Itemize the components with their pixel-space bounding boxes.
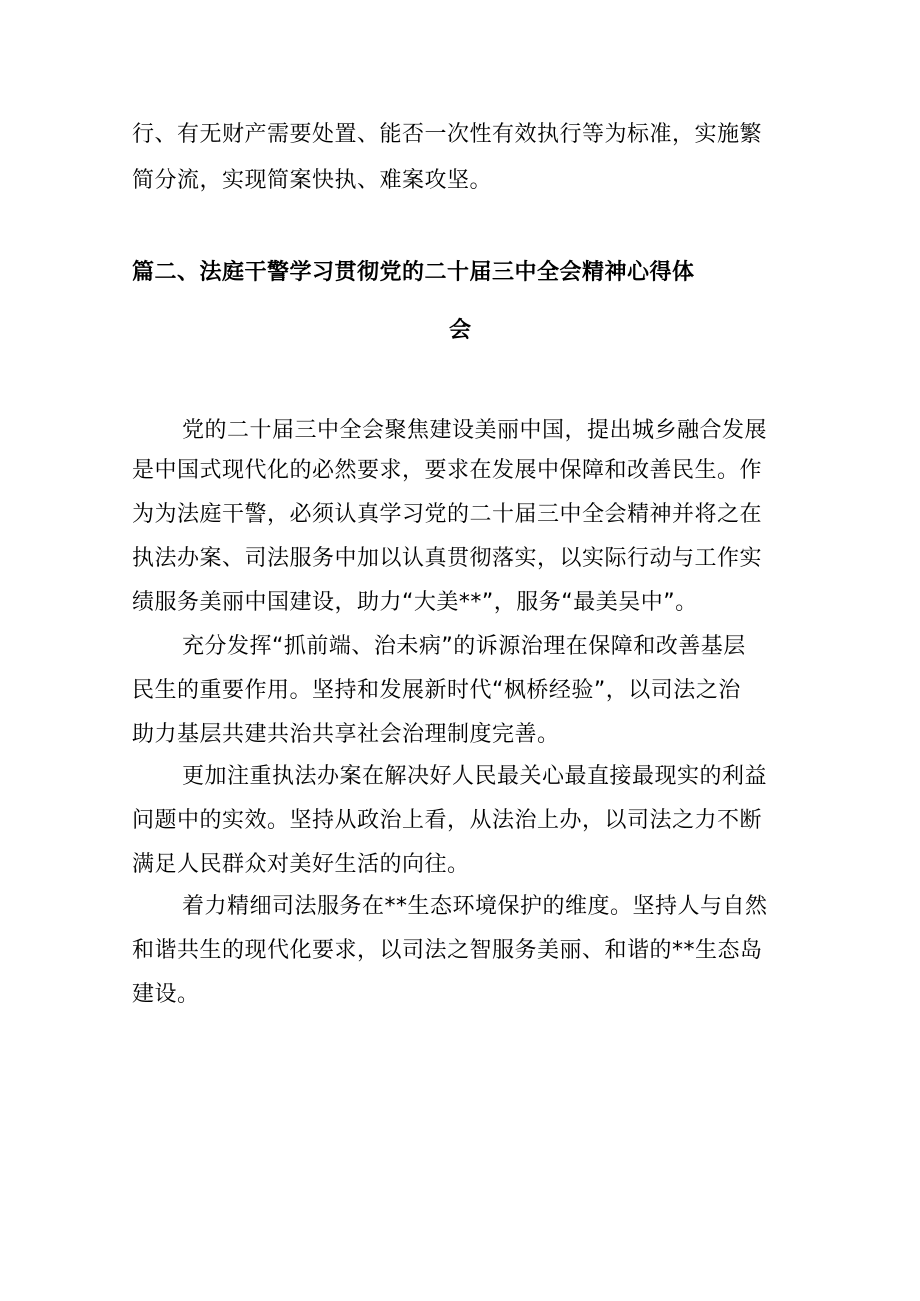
paragraph-4-line-2: 和谐共生的现代化要求，以司法之智服务美丽、和谐的**生态岛	[132, 938, 763, 963]
paragraph-1-line-2: 是中国式现代化的必然要求，要求在发展中保障和改善民生。作	[132, 458, 763, 483]
section-heading-line-1: 篇二、法庭干警学习贯彻党的二十届三中全会精神心得体	[132, 260, 695, 285]
paragraph-1-line-3: 为为法庭干警，必须认真学习党的二十届三中全会精神并将之在	[132, 502, 763, 527]
paragraph-2-line-2: 民生的重要作用。坚持和发展新时代“枫桥经验”，以司法之治	[132, 678, 741, 703]
paragraph-3-line-3: 满足人民群众对美好生活的向往。	[132, 852, 470, 877]
paragraph-1-line-4: 执法办案、司法服务中加以认真贯彻落实，以实际行动与工作实	[132, 546, 763, 571]
paragraph-1-line-5: 绩服务美丽中国建设，助力“大美**”，服务“最美吴中”。	[132, 590, 698, 615]
paragraph-2-line-1: 充分发挥“抓前端、治未病”的诉源治理在保障和改善基层	[182, 634, 746, 659]
paragraph-2-line-3: 助力基层共建共治共享社会治理制度完善。	[132, 722, 560, 747]
paragraph-3-line-1: 更加注重执法办案在解决好人民最关心最直接最现实的利益	[182, 764, 768, 789]
intro-line-2: 简分流，实现简案快执、难案攻坚。	[132, 168, 493, 193]
paragraph-3-line-2: 问题中的实效。坚持从政治上看，从法治上办，以司法之力不断	[132, 808, 763, 833]
paragraph-4-line-3: 建设。	[132, 982, 200, 1007]
intro-line-1: 行、有无财产需要处置、能否一次性有效执行等为标准，实施繁	[132, 122, 763, 147]
section-heading-line-2: 会	[448, 318, 471, 343]
paragraph-4-line-1: 着力精细司法服务在**生态环境保护的维度。坚持人与自然	[182, 894, 768, 919]
paragraph-1-line-1: 党的二十届三中全会聚焦建设美丽中国，提出城乡融合发展	[182, 418, 768, 443]
